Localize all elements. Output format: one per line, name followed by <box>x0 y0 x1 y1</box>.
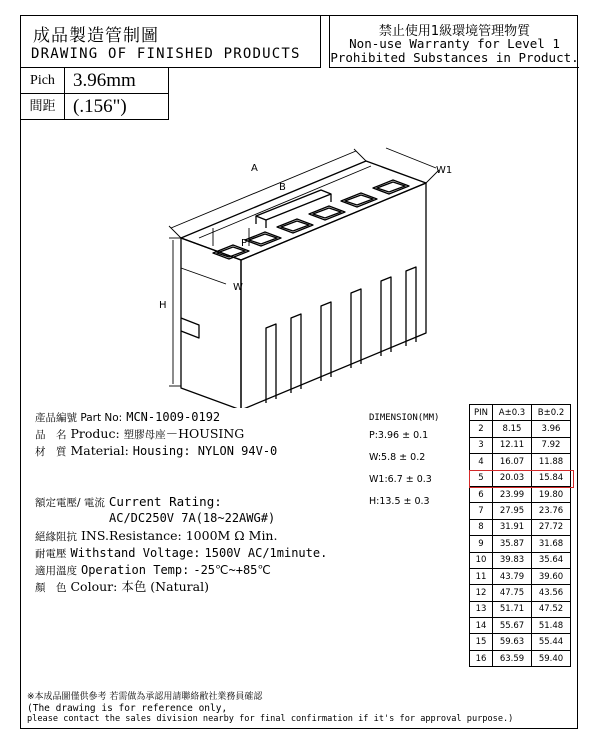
temp-line: 適用溫度 Operation Temp: -25℃~+85℃ <box>35 563 271 577</box>
dimension-header: DIMENSION(MM) <box>369 413 440 423</box>
pin-table-cell-b: 31.68 <box>532 536 571 552</box>
pin-table-row <box>470 503 571 519</box>
pin-table-cell-a: 16.07 <box>493 454 532 470</box>
pin-table-row <box>470 601 571 617</box>
housing-front-face <box>181 238 241 408</box>
pitch-value-mm: 3.96mm <box>65 68 169 94</box>
pin-table-row <box>470 437 571 453</box>
dimension-h: H:13.5 ± 0.3 <box>369 496 430 507</box>
pin-table-cell-a: 27.95 <box>493 503 532 519</box>
pin-table-header: PIN A±0.3 B±0.2 <box>470 405 571 421</box>
pin-table-row <box>470 552 571 568</box>
notice-block <box>329 16 579 68</box>
pin-table-cell-pin: 5 <box>470 470 493 486</box>
pin-table-cell-a: 12.11 <box>493 437 532 453</box>
pin-table-cell-pin: 6 <box>470 486 493 502</box>
pin-table-cell-pin: 9 <box>470 536 493 552</box>
connector-drawing <box>141 128 491 408</box>
pin-table-cell-b: 27.72 <box>532 519 571 535</box>
pin-table-cell-pin: 14 <box>470 618 493 634</box>
title-block <box>21 16 321 68</box>
footer-en-line2: please contact the sales division nearby for final confirmation if it's for approval purpose.) <box>27 714 514 724</box>
withstand-line: 耐電壓 Withstand Voltage: 1500V AC/1minute. <box>35 546 328 560</box>
pin-table <box>469 404 571 667</box>
pin-table-row <box>470 634 571 650</box>
pin-table-cell-b: 39.60 <box>532 568 571 584</box>
dimension-w: W:5.8 ± 0.2 <box>369 452 426 463</box>
label-b: B <box>279 182 286 193</box>
pin-table-row <box>470 486 571 502</box>
product-line: 品 名 Produc: 塑膠母座－HOUSING <box>35 426 245 441</box>
label-a: A <box>251 163 258 174</box>
footer-en-line1: (The drawing is for reference only, <box>27 703 228 714</box>
dimension-p: P:3.96 ± 0.1 <box>369 430 429 441</box>
dimension-w1: W1:6.7 ± 0.3 <box>369 474 432 485</box>
pin-table-cell-b: 19.80 <box>532 486 571 502</box>
pin-table-cell-pin: 12 <box>470 585 493 601</box>
pin-table-cell-pin: 4 <box>470 454 493 470</box>
rating-value: AC/DC250V 7A(18~22AWG#) <box>109 511 276 525</box>
pin-table-cell-a: 47.75 <box>493 585 532 601</box>
pin-table-cell-b: 23.76 <box>532 503 571 519</box>
pitch-label-en: Pich <box>21 68 65 94</box>
label-h: H <box>159 300 167 311</box>
pin-table-cell-b: 3.96 <box>532 421 571 437</box>
pin-table-cell-a: 55.67 <box>493 618 532 634</box>
pin-table-cell-pin: 13 <box>470 601 493 617</box>
pin-table-cell-pin: 8 <box>470 519 493 535</box>
pin-table-row <box>470 568 571 584</box>
pin-table-cell-pin: 10 <box>470 552 493 568</box>
label-p: P <box>241 238 248 249</box>
latch <box>256 190 331 220</box>
pitch-value-in: (.156") <box>73 96 127 117</box>
pin-table-row <box>470 454 571 470</box>
pin-table-cell-b: 11.88 <box>532 454 571 470</box>
pin-table-cell-b: 51.48 <box>532 618 571 634</box>
pin-table-cell-b: 55.44 <box>532 634 571 650</box>
part-no-line: 產品編號 Part No: MCN-1009-0192 <box>35 410 221 424</box>
pin-table-cell-a: 51.71 <box>493 601 532 617</box>
pin-table-cell-b: 7.92 <box>532 437 571 453</box>
notice-en-line2: Prohibited Substances in Product. <box>330 50 579 65</box>
title-en: DRAWING OF FINISHED PRODUCTS <box>31 46 301 62</box>
pin-table-cell-b: 15.84 <box>532 470 571 486</box>
footer-zh: ※本成品圖僅供參考 若需做為承認用請聯絡敝社業務員確認 <box>27 692 263 702</box>
pitch-label-zh: 間距 <box>21 94 65 120</box>
pin-table-cell-a: 8.15 <box>493 421 532 437</box>
label-w: W <box>233 282 243 293</box>
pin-table-row <box>470 519 571 535</box>
pin-table-row <box>470 618 571 634</box>
pin-table-cell-a: 20.03 <box>493 470 532 486</box>
pin-table-row <box>470 421 571 437</box>
material-line: 材 質 Material: Housing: NYLON 94V-0 <box>35 443 278 458</box>
pin-table-cell-b: 59.40 <box>532 650 571 666</box>
rating-line: 額定電壓/ 電流 Current Rating: <box>35 494 222 509</box>
ins-line: 絕緣阻抗 INS.Resistance: 1000M Ω Min. <box>35 528 278 543</box>
footer-note <box>27 692 513 725</box>
side-slots <box>266 267 416 403</box>
pin-table-cell-a: 31.91 <box>493 519 532 535</box>
pin-table-row <box>470 650 571 666</box>
pin-table-cell-b: 35.64 <box>532 552 571 568</box>
pin-table-row <box>470 585 571 601</box>
pin-table-cell-a: 63.59 <box>493 650 532 666</box>
housing-top-face <box>181 161 426 260</box>
pin-table-cell-a: 43.79 <box>493 568 532 584</box>
dimension-list <box>369 411 439 513</box>
pin-table-cell-a: 35.87 <box>493 536 532 552</box>
pin-table-cell-b: 47.52 <box>532 601 571 617</box>
label-w1: W1 <box>436 165 453 176</box>
notice-en-line1: Non-use Warranty for Level 1 <box>349 36 560 51</box>
pin-table-cell-pin: 3 <box>470 437 493 453</box>
title-zh: 成品製造管制圖 <box>33 26 159 46</box>
pin-table-cell-pin: 11 <box>470 568 493 584</box>
pin-table-cell-pin: 15 <box>470 634 493 650</box>
pin-table-cell-b: 43.56 <box>532 585 571 601</box>
pin-table-cell-a: 59.63 <box>493 634 532 650</box>
pin-table-cell-a: 39.83 <box>493 552 532 568</box>
notice-zh: 禁止使用1級環境管理物質 <box>378 24 531 39</box>
pin-5-highlight <box>469 470 574 488</box>
pin-table-row <box>470 536 571 552</box>
drawing-frame <box>20 15 578 729</box>
pin-table-cell-pin: 7 <box>470 503 493 519</box>
pin-table-cell-pin: 16 <box>470 650 493 666</box>
pin-table-cell-pin: 2 <box>470 421 493 437</box>
colour-line: 顏 色 Colour: 本色 (Natural) <box>35 579 209 594</box>
pitch-box <box>21 68 169 120</box>
pin-table-cell-a: 23.99 <box>493 486 532 502</box>
